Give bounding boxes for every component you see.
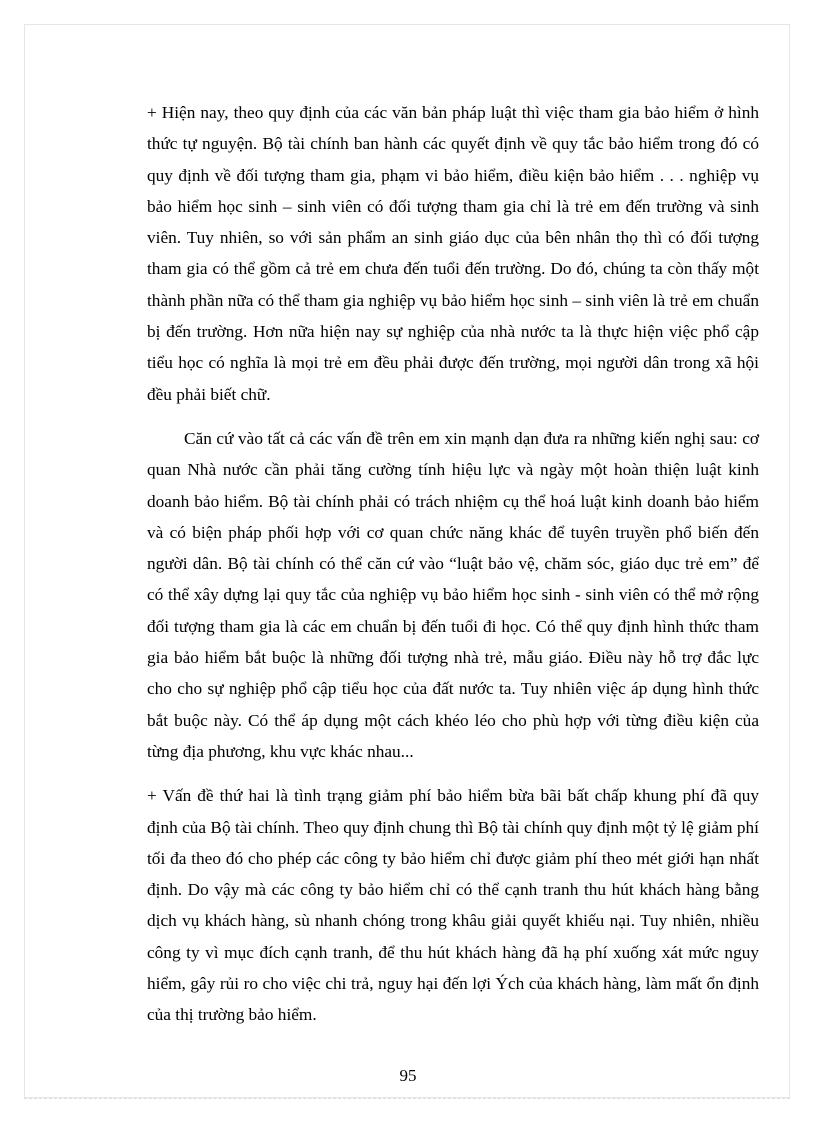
page-number: 95	[399, 1066, 417, 1085]
paragraph-premium-reduction: + Vấn đề thứ hai là tình trạng giảm phí bảo hiểm bừa bãi bất chấp khung phí đã quy định của Bộ tài chính. Theo quy định chung thì Bộ tài chính quy định một tỷ lệ giảm phí tối đa theo đó cho phép các công ty bảo hiểm chỉ được giảm phí theo mét giới hạn nhất định. Do vậy mà các công ty bảo hiểm chỉ có thể cạnh tranh thu hút khách hàng bằng dịch vụ khách hàng, sù nhanh chóng trong khâu giải quyết khiếu nại. Tuy nhiên, nhiều công ty vì mục đích cạnh tranh, để thu hút khách hàng đã hạ phí xuống xát mức nguy hiểm, gây rủi ro cho việc chi trả, nguy hại đến lợi Ých của khách hàng, làm mất ổn định của thị trường bảo hiểm.	[147, 786, 759, 1025]
paragraph-insurance-participation: + Hiện nay, theo quy định của các văn bản pháp luật thì việc tham gia bảo hiểm ở hình thức tự nguyện. Bộ tài chính ban hành các quyết định về quy tắc bảo hiểm trong đó có quy định về đối tượng tham gia, phạm vi bảo hiểm, điều kiện bảo hiểm . . . nghiệp vụ bảo hiểm học sinh – sinh viên có đối tượng tham gia chỉ là trẻ em đến trường và sinh viên. Tuy nhiên, so với sản phẩm an sinh giáo dục của bên nhân thọ thì có đối tượng tham gia có thể gồm cả trẻ em chưa đến tuổi đến trường. Do đó, chúng ta còn thấy một thành phần nữa có thể tham gia nghiệp vụ bảo hiểm học sinh – sinh viên là trẻ em chuẩn bị đến trường. Hơn nữa hiện nay sự nghiệp của nhà nước ta là thực hiện việc phổ cập tiểu học có nghĩa là mọi trẻ em đều phải được đến trường, mọi người dân trong xã hội đều phải biết chữ.	[147, 103, 759, 404]
paragraph-recommendations: Căn cứ vào tất cả các vấn đề trên em xin mạnh dạn đưa ra những kiến nghị sau: cơ quan Nhà nước cần phải tăng cường tính hiệu lực và ngày một hoàn thiện luật kinh doanh bảo hiểm. Bộ tài chính phải có trách nhiệm cụ thể hoá luật kinh doanh bảo hiểm và có biện pháp phối hợp với cơ quan chức năng khác để tuyên truyền phổ biến đến người dân. Bộ tài chính có thể căn cứ vào “luật bảo vệ, chăm sóc, giáo dục trẻ em” để có thể xây dựng lại quy tắc của nghiệp vụ bảo hiểm học sinh - sinh viên có thể mở rộng đối tượng tham gia là các em chuẩn bị đến tuổi đi học. Có thể quy định hình thức tham gia bảo hiểm bắt buộc là những đối tượng nhà trẻ, mẫu giáo. Điều này hỗ trợ đắc lực cho cho sự nghiệp phổ cập tiểu học của đất nước ta. Tuy nhiên việc áp dụng hình thức bắt buộc này. Có thể áp dụng một cách khéo léo cho phù hợp với từng điều kiện của từng địa phương, khu vực khác nhau...	[147, 428, 759, 761]
page-bottom-divider	[24, 1098, 790, 1099]
document-body	[147, 97, 759, 1031]
